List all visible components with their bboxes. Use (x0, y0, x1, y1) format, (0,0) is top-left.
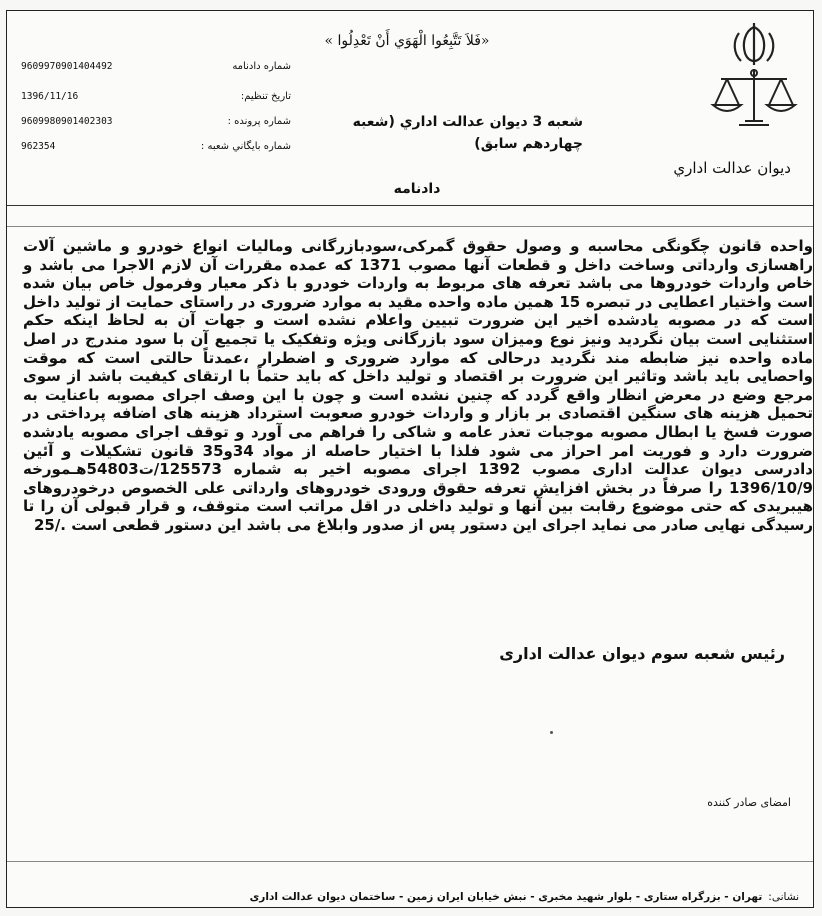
meta-value: 9609970901404492 (21, 61, 113, 72)
meta-archive-number (21, 141, 291, 157)
header-divider-secondary (7, 226, 813, 227)
ink-dot (550, 731, 553, 734)
signer-title: رئيس شعبه سوم ديوان عدالت اداری (499, 644, 785, 663)
quran-verse: «فَلاَ تَتَّبِعُوا الْهَوَي أَنْ تَعْدِلُوا » (324, 33, 490, 49)
address-label: نشانی: (768, 891, 799, 903)
header-divider (7, 205, 813, 206)
meta-value: 9609980901402303 (21, 116, 113, 127)
verdict-body: واحده قانون چگونگی محاسبه و وصول حقوق گمرکی،سودبازرگانی وماليات انواع خودرو و ماشين آلات راهسازی وارداتی وساخت داخل و قطعات آنها مصوب 1371 که عمده مقررات آن لازم الاجرا می باشد و خاص واردات خودروها می باشد تعرفه های مربوط به واردات خودرو با ذکر معيار وفرمول خاص بيان شده است واختيار اعطايی در تبصره 15 همين ماده واحده مقيد به موارد ضروری در راستای حمايت از توليد داخل است كه در مصوبه يادشده اخير اين ضرورت تبيين واعلام نشده است و جهات آن به لحاظ اينكه حكم استثنايی است بيان نگرديد ونيز نوع وميزان سود بازرگانی ويژه وتفکيک يا تجميع آن با سود مندرج در اصل ماده واحده نيز ضابطه مند نگرديد درحالی که موارد ضروری و اضطرار ،عمدتاً حالتی است که موقت واحصايی بايد باشد وتاثير اين ضرورت بر اقتصاد و توليد داخل كه بايد حتماً با ارتقای كيفيت باشد از سوی مرجع وضع در معرض انظار واقع گردد كه چنين نشده است و چون با اين وصف اجرای مصوبه باعنايت به تحميل هزينه های سنگين اقتصادی بر بازار و واردات خودرو صعوبت استرداد هزينه های اضافه پرداختی در صورت فسخ يا ابطال مصوبه موجبات تعذر عامه و شاکی را فراهم می آورد و توقف اجرای مصوبه يادشده ضرورت دارد و فوريت امر احراز می شود فلذا با اختيار حاصله از مواد 34و35 قانون تشكيلات و آئين دادرسی ديوان عدالت اداری مصوب 1392 اجرای مصوبه اخير به شماره 125573/ت54803هـمورخه 1396/10/9 را صرفاً در بخش افزايش تعرفه حقوق ورودی خودروهای وارداتی علی الخصوص درخودروهای هيبريدی كه حتی موضوع رقابت بين آنها و توليد داخلی در اقل مراتب است متوقف، و قرار قبولی آن را تا رسيدگی نهايی صادر می نمايد اجرای اين دستور پس از صدور وابلاغ می باشد اين دستور قطعی است ./25 (23, 237, 813, 534)
address-text: تهران - بزرگراه ستاری - بلوار شهيد مخبری - نبش خيابان ايران زمين - ساختمان ديوان عدالت اداری (249, 891, 763, 903)
meta-label: شماره دادنامه (232, 61, 291, 72)
document-frame (6, 10, 814, 908)
meta-label: تاريخ تنظيم: (240, 91, 291, 102)
meta-case-number (21, 116, 291, 132)
document-title: دادنامه (393, 181, 441, 197)
court-emblem-icon (709, 21, 799, 133)
footer-divider (7, 861, 813, 862)
footer-address (250, 891, 799, 903)
meta-label: شماره بايگاني شعبه : (200, 141, 291, 152)
court-name: ديوان عدالت اداري (673, 159, 791, 177)
meta-verdict-number (21, 61, 291, 77)
meta-label: شماره پرونده : (227, 116, 291, 127)
issuer-signature-label: امضای صادر كننده (707, 796, 791, 809)
branch-name: شعبه 3 ديوان عدالت اداري (شعبه چهاردهم سابق) (352, 114, 583, 152)
meta-issue-date (21, 91, 291, 107)
meta-value: 962354 (21, 141, 56, 152)
meta-value: 1396/11/16 (21, 91, 79, 102)
